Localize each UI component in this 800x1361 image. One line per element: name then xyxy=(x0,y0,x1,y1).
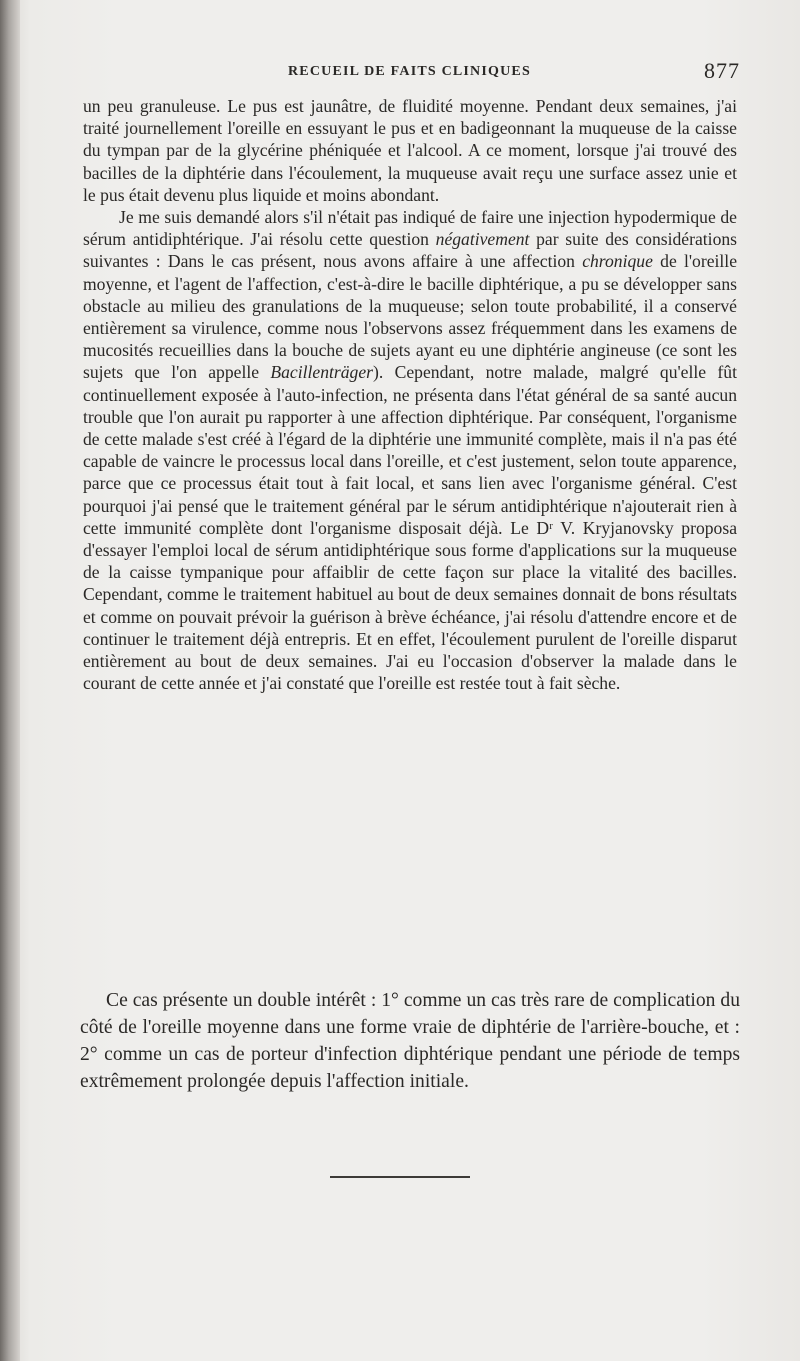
paragraph-2-part-c: de l'oreille moyenne, et l'agent de l'affection, c'est-à-dire le bacille diphtérique, a pu se développer sans obstacle au milieu des granulations de la muqueuse; selon toute probabilité, il a conservé entièrement sa virulence, comme nous l'observons assez fréquemment dans les examens de mucosités recueillies dans la bouche de sujets ayant eu une diphtérie angineuse (ce sont les sujets que l'on appelle xyxy=(83,251,737,383)
emphasis-negativement: négativement xyxy=(435,229,530,250)
running-title: RECUEIL DE FAITS CLINIQUES xyxy=(288,64,531,79)
paragraph-2-part-a: Je me suis demandé alors s'il n'était pas indiqué de faire une injection hypodermique de sérum antidiphtérique. J'ai résolu cette question xyxy=(83,207,737,250)
conclusion xyxy=(80,987,740,1095)
paragraph-1: un peu granuleuse. Le pus est jaunâtre, de fluidité moyenne. Pendant deux semaines, j'ai traité journellement l'oreille en essuyant le pus et en badigeonnant la muqueuse de la caisse du tympan par de la glycérine phéniquée et l'alcool. A ce moment, lorsque j'ai trouvé des bacilles de la diphtérie dans l'écoulement, la muqueuse avait reçu une surface assez unie et le pus était devenu plus liquide et moins abondant. xyxy=(83,96,737,205)
conclusion-paragraph: Ce cas présente un double intérêt : 1° comme un cas très rare de complication du côté de l'oreille moyenne dans une forme vraie de diphtérie de l'arrière-bouche, et : 2° comme un cas de porteur d'infection diphtérique pendant une période de temps extrêmement prolongée depuis l'affection initiale. xyxy=(80,990,740,1092)
body-text xyxy=(83,95,737,694)
page-number: 877 xyxy=(704,58,740,83)
paragraph-2-part-d: ). Cependant, notre malade, malgré qu'elle fût continuellement exposée à l'auto-infection, ne présenta dans l'état général de sa santé aucun trouble que l'on aurait pu rapporter à une affection diphtérique. Par conséquent, l'organisme de cette malade s'est créé à l'égard de la diphtérie une immunité complète, mais il n'a pas été capable de vaincre le processus local dans l'oreille, et c'est justement, selon toute apparence, parce que ce processus était tout à fait local, et sans lien avec l'organisme général. C'est pourquoi j'ai pensé que le traitement général par le sérum antidiphtérique n'ajouterait rien à cette immunité complète dont l'organisme disposait déjà. Le Dʳ V. Kryjanovsky proposa d'essayer l'emploi local de sérum antidiphtérique sous forme d'applications sur la muqueuse de la caisse tympanique pour affaiblir de cette façon sur place la vitalité des bacilles. Cependant, comme le traitement habituel au bout de deux semaines donnait de bons résultats et comme on pouvait prévoir la guérison à brève échéance, j'ai résolu d'attendre encore et de continuer le traitement déjà entrepris. Et en effet, l'écoulement purulent de l'oreille disparut entièrement au bout de deux semaines. J'ai eu l'occasion d'observer la malade dans le courant de cette année et j'ai constaté que l'oreille est restée tout à fait sèche. xyxy=(83,362,737,694)
paragraph-2 xyxy=(83,206,737,694)
book-spine-shadow xyxy=(0,0,20,1361)
page-header xyxy=(80,58,740,88)
paragraph-2-part-b: par suite des considérations suivantes : Dans le cas présent, nous avons affaire à une affection xyxy=(83,229,738,272)
emphasis-bacillentrager: Bacillenträger xyxy=(270,362,373,383)
emphasis-chronique: chronique xyxy=(582,251,653,272)
end-rule xyxy=(330,1176,470,1178)
